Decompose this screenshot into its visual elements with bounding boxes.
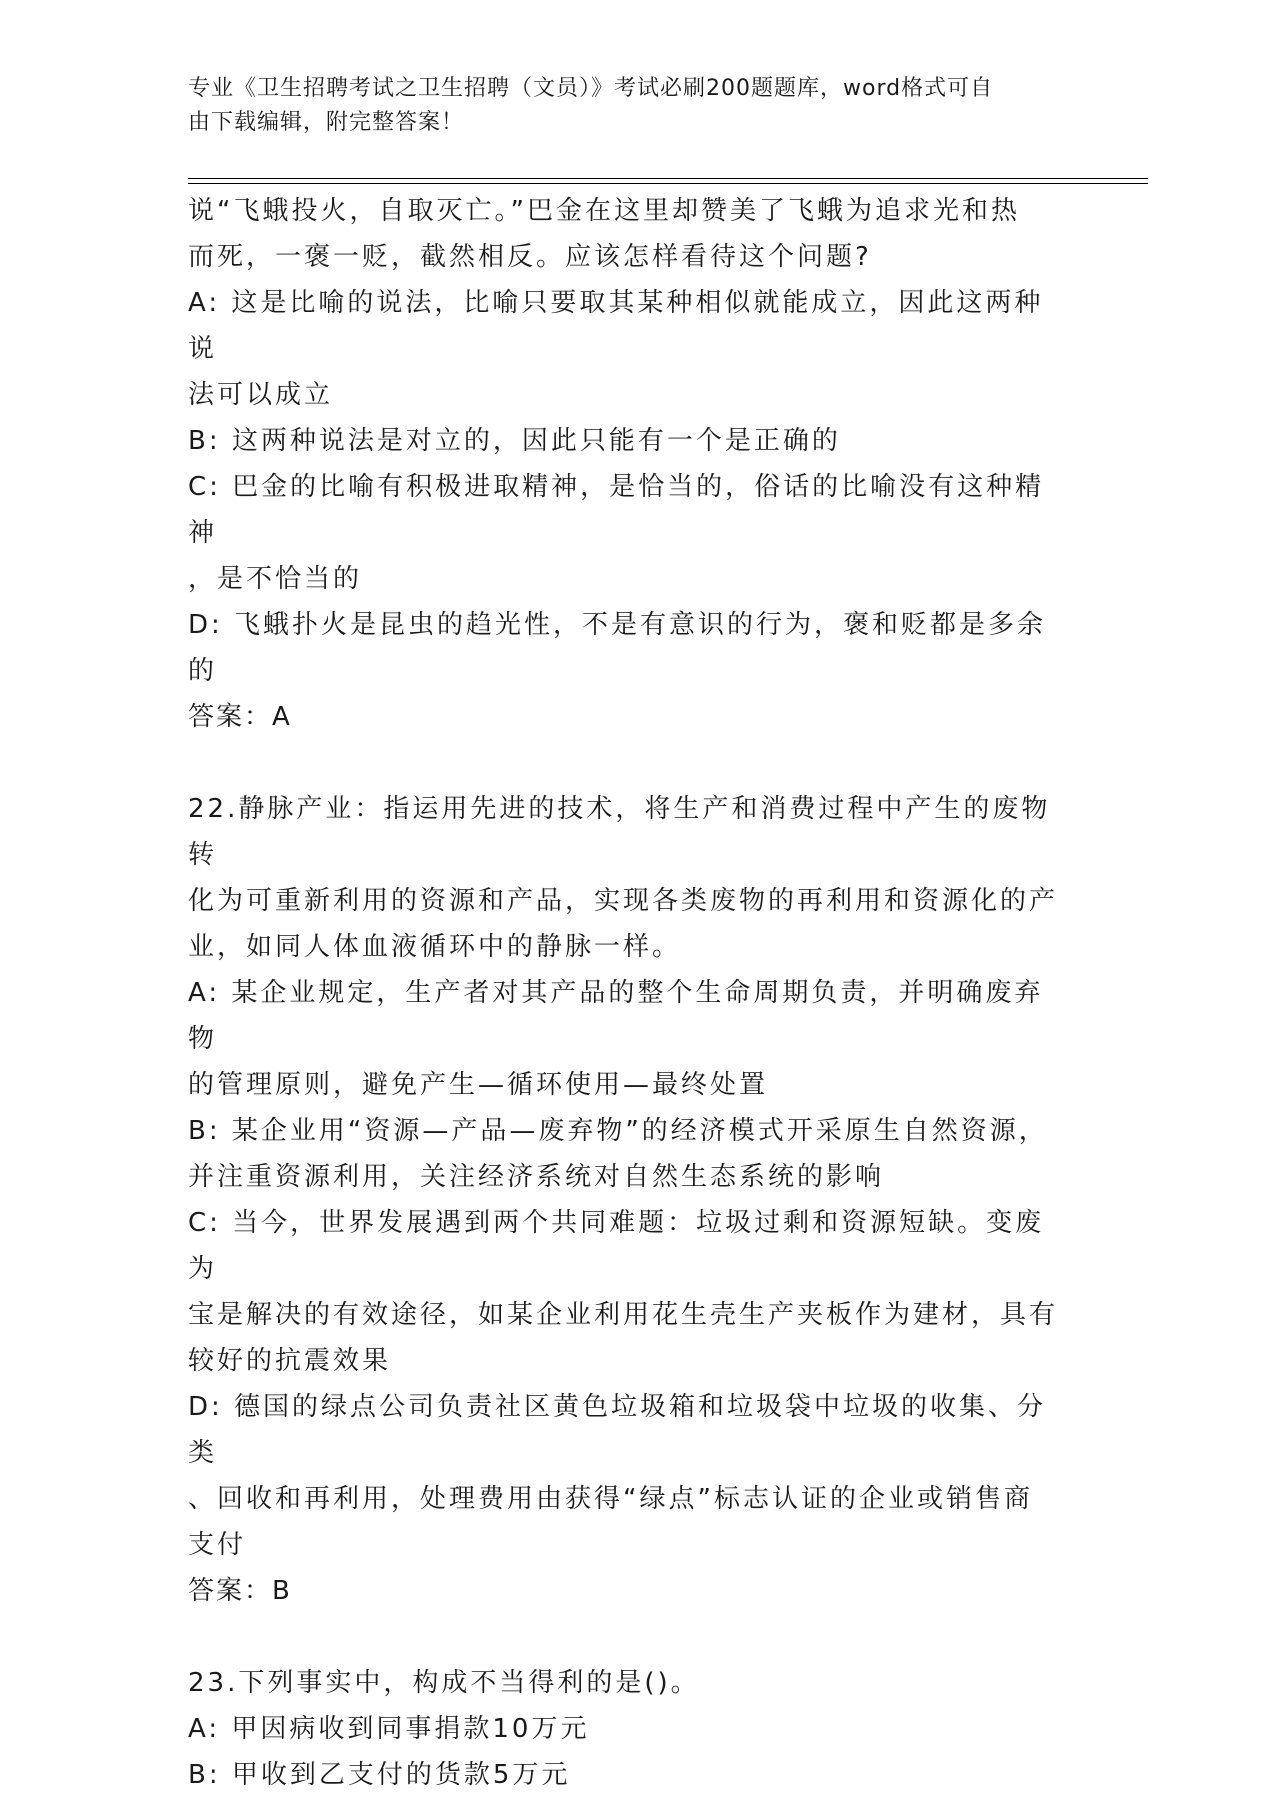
question-21 — [188, 188, 1068, 740]
option-d-line: D: 飞蛾扑火是昆虫的趋光性，不是有意识的行为，褒和贬都是多余的 — [188, 610, 1047, 686]
section-gap — [188, 1614, 1068, 1660]
option-d-line: 、回收和再利用，处理费用由获得“绿点”标志认证的企业或销售商 — [188, 1484, 1033, 1514]
option-a-line: 的管理原则，避免产生—循环使用—最终处置 — [188, 1070, 769, 1100]
answer-line: 答案：B — [188, 1576, 292, 1606]
header-rule-bottom — [188, 183, 1148, 184]
option-b-line: B: 这两种说法是对立的，因此只能有一个是正确的 — [188, 426, 841, 456]
option-c-line: C: 当今，世界发展遇到两个共同难题：垃圾过剩和资源短缺。变废为 — [188, 1208, 1045, 1284]
option-c-line: 较好的抗震效果 — [188, 1346, 392, 1376]
header-line-1: 专业《卫生招聘考试之卫生招聘（文员）》考试必刷200题题库，word格式可自 — [188, 76, 994, 101]
option-a-line: A: 甲因病收到同事捐款10万元 — [188, 1714, 590, 1744]
option-c-line: C: 巴金的比喻有积极进取精神，是恰当的，俗话的比喻没有这种精神 — [188, 472, 1045, 548]
option-d-line: 支付 — [188, 1530, 247, 1560]
option-a-line: A: 这是比喻的说法，比喻只要取其某种相似就能成立，因此这两种说 — [188, 288, 1044, 364]
option-a-line: A: 某企业规定，生产者对其产品的整个生命周期负责，并明确废弃物 — [188, 978, 1044, 1054]
question-stem-line: 化为可重新利用的资源和产品，实现各类废物的再利用和资源化的产 — [188, 886, 1059, 916]
question-23 — [188, 1660, 1068, 1798]
question-22 — [188, 786, 1068, 1614]
section-gap — [188, 740, 1068, 786]
option-b-line: 并注重资源利用，关注经济系统对自然生态系统的影响 — [188, 1162, 885, 1192]
option-b-line: B: 甲收到乙支付的货款5万元 — [188, 1760, 571, 1790]
question-stem-line: 说“飞蛾投火，自取灭亡。”巴金在这里却赞美了飞蛾为追求光和热 — [188, 196, 1020, 226]
header-rule-top — [188, 178, 1148, 179]
option-b-line: B: 某企业用“资源—产品—废弃物”的经济模式开采原生自然资源， — [188, 1116, 1048, 1146]
question-stem-line: 23.下列事实中，构成不当得利的是()。 — [188, 1668, 700, 1698]
answer-line: 答案：A — [188, 702, 292, 732]
question-stem-line: 22.静脉产业：指运用先进的技术，将生产和消费过程中产生的废物转 — [188, 794, 1051, 870]
option-c-line: ，是不恰当的 — [188, 564, 363, 594]
header-line-2: 由下载编辑，附完整答案！ — [188, 110, 465, 135]
option-a-line: 法可以成立 — [188, 380, 334, 410]
option-c-line: 宝是解决的有效途径，如某企业利用花生壳生产夹板作为建材，具有 — [188, 1300, 1059, 1330]
document-body — [188, 188, 1068, 1798]
page-header — [188, 72, 1068, 140]
question-stem-line: 而死，一褒一贬，截然相反。应该怎样看待这个问题? — [188, 242, 872, 272]
question-stem-line: 业，如同人体血液循环中的静脉一样。 — [188, 932, 682, 962]
option-d-line: D: 德国的绿点公司负责社区黄色垃圾箱和垃圾袋中垃圾的收集、分类 — [188, 1392, 1047, 1468]
